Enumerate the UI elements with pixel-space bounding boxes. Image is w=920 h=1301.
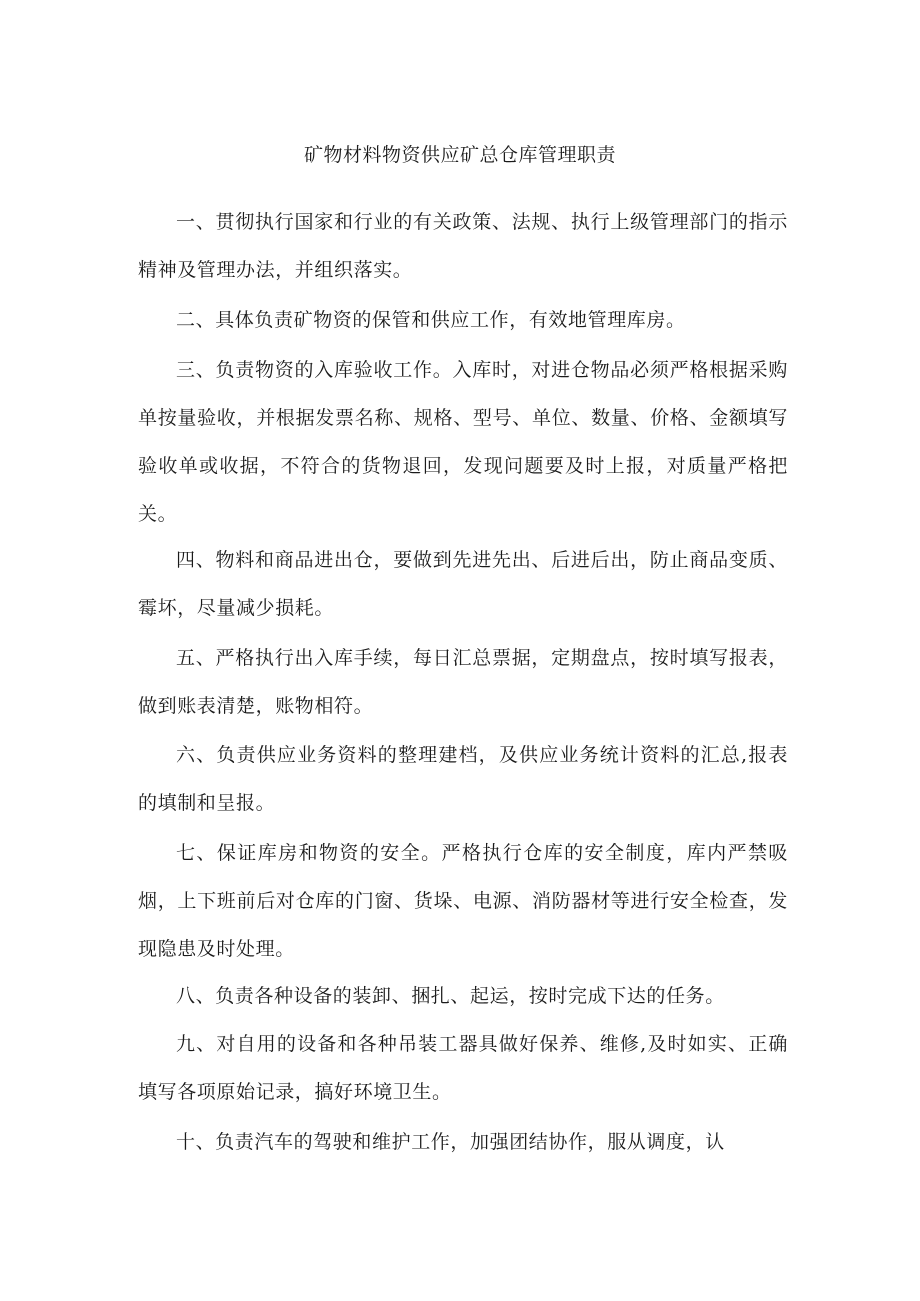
paragraph-2: 二、具体负责矿物资的保管和供应工作，有效地管理库房。: [176, 309, 686, 331]
paragraph-6: 六、负责供应业务资料的整理建档，及供应业务统计资料的汇总,报表的填制和呈报。: [138, 744, 788, 814]
paragraph-3: 三、负责物资的入库验收工作。入库时，对进仓物品必须严格根据采购单按量验收，并根据发票名称、规格、型号、单位、数量、价格、金额填写验收单或收据，不符合的货物退回，发现问题要及时上报，对质量严格把关。: [138, 359, 788, 525]
paragraph-1: 一、贯彻执行国家和行业的有关政策、法规、执行上级管理部门的指示精神及管理办法，并组织落实。: [138, 211, 788, 281]
paragraph-8: 八、负责各种设备的装卸、捆扎、起运，按时完成下达的任务。: [176, 985, 725, 1007]
document-title: 矿物材料物资供应矿总仓库管理职责: [303, 144, 616, 166]
paragraph-9: 九、对自用的设备和各种吊装工器具做好保养、维修,及时如实、正确填写各项原始记录，搞好环境卫生。: [138, 1033, 788, 1103]
paragraph-4: 四、物料和商品进出仓，要做到先进先出、后进后出，防止商品变质、霉坏，尽量减少损耗。: [138, 549, 788, 619]
paragraph-5: 五、严格执行出入库手续，每日汇总票据，定期盘点，按时填写报表，做到账表清楚，账物相符。: [138, 647, 788, 717]
paragraph-10: 十、负责汽车的驾驶和维护工作，加强团结协作，服从调度，认: [176, 1131, 725, 1153]
paragraph-7: 七、保证库房和物资的安全。严格执行仓库的安全制度，库内严禁吸烟，上下班前后对仓库的门窗、货垛、电源、消防器材等进行安全检查，发现隐患及时处理。: [138, 842, 788, 960]
